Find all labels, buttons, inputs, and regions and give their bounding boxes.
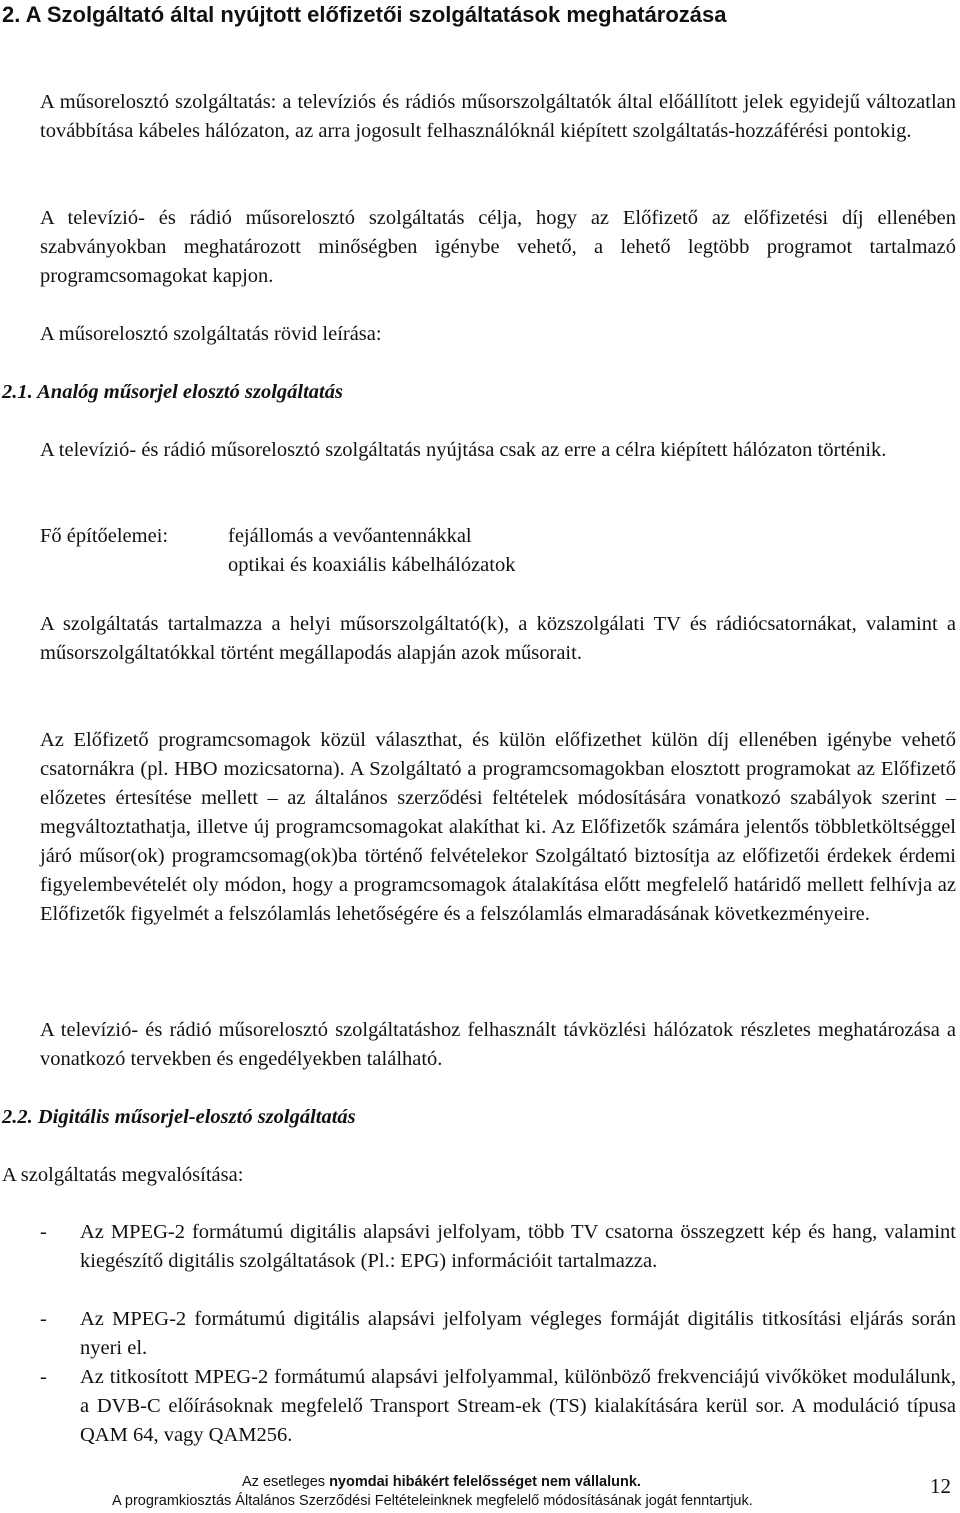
section-2-1-paragraph-3: Az Előfizető programcsomagok közül választhat, és külön előfizethet külön díj ellenében igénybe vehető csatornákra (pl. HBO mozicsatorna). A Szolgáltató a programcsomagokban elosztott programokat az Előfizető előzetes értesítése mellett – az általános szerződési feltételek módosítására vonatkozó szabályok szerint – megváltoztathatja, illetve új programcsomagokat alakíthat ki. Az Előfizetők számára jelentős többletköltséggel járó műsor(ok) programcsomag(ok)ba történő felvételekor Szolgáltató biztosítja az előfizetői érdekek érdemi figyelembevételét oly módon, hogy a programcsomagok átalakítása előtt megfelelő határidő mellett felhívja az Előfizetők figyelmét a felszólamlás lehetőségére és a felszólamlás elmaradásának következményeire. <box>40 729 956 925</box>
footer-disclaimer-lead: Az esetleges <box>242 1474 330 1490</box>
main-elements-label: Fő építőelemei: <box>40 525 169 547</box>
section-2-1-paragraph-1: A televízió- és rádió műsorelosztó szolgáltatás nyújtása csak az erre a célra kiépített hálózaton történik. <box>40 439 887 461</box>
section-2-1-paragraph-4: A televízió- és rádió műsorelosztó szolgáltatáshoz felhasznált távközlési hálózatok részletes meghatározása a vonatkozó tervekben és engedélyekben található. <box>40 1019 956 1070</box>
list-bullet: - <box>40 1308 47 1330</box>
intro-paragraph-3: A műsorelosztó szolgáltatás rövid leírása: <box>40 323 382 345</box>
list-bullet: - <box>40 1221 47 1243</box>
footer-disclaimer-bold: nyomdai hibákért felelősséget nem vállalunk. <box>329 1474 641 1490</box>
page-number: 12 <box>930 1474 951 1498</box>
section-2-1-paragraph-2: A szolgáltatás tartalmazza a helyi műsorszolgáltató(k), a közszolgálati TV és rádiócsatornákat, valamint a műsorszolgáltatókkal történt megállapodás alapján azok műsorait. <box>40 613 956 664</box>
list-item: Az MPEG-2 formátumú digitális alapsávi jelfolyam, több TV csatorna összegzett kép és hang, valamint kiegészítő digitális szolgáltatások (Pl.: EPG) információit tartalmazza. <box>80 1221 956 1272</box>
list-item: Az MPEG-2 formátumú digitális alapsávi jelfolyam végleges formáját digitális titkosítási eljárás során nyeri el. <box>80 1308 956 1359</box>
main-element-item: fejállomás a vevőantennákkal <box>228 525 472 547</box>
footer-rights-note: A programkiosztás Általános Szerződési Feltételeinknek megfelelő módosításának jogát fenntartjuk. <box>112 1493 753 1509</box>
footer-disclaimer <box>242 1473 641 1491</box>
main-element-item: optikai és koaxiális kábelhálózatok <box>228 554 516 576</box>
list-bullet: - <box>40 1366 47 1388</box>
intro-paragraph-1: A műsorelosztó szolgáltatás: a televíziós és rádiós műsorszolgáltatók által előállított jelek egyidejű változatlan továbbítása kábeles hálózaton, az arra jogosult felhasználóknál kiépített szolgáltatás-hozzáférési pontokig. <box>40 91 956 142</box>
intro-paragraph-2: A televízió- és rádió műsorelosztó szolgáltatás célja, hogy az Előfizető az előfizetési díj ellenében szabványokban meghatározott minőségben igénybe vehető, a lehető legtöbb programot tartalmazó programcsomagokat kapjon. <box>40 207 956 287</box>
section-2-2-title: 2.2. Digitális műsorjel-elosztó szolgáltatás <box>2 1106 356 1128</box>
section-2-1-title: 2.1. Analóg műsorjel elosztó szolgáltatás <box>2 381 343 403</box>
section-2-2-intro: A szolgáltatás megvalósítása: <box>2 1164 244 1186</box>
list-item: Az titkosított MPEG-2 formátumú alapsávi jelfolyammal, különböző frekvenciájú vivőköket modulálunk, a DVB-C előírásoknak megfelelő Transport Stream-ek (TS) kialakítására kerül sor. A moduláció típusa QAM 64, vagy QAM256. <box>80 1366 956 1446</box>
page-heading: 2. A Szolgáltató által nyújtott előfizetői szolgáltatások meghatározása <box>2 2 727 27</box>
